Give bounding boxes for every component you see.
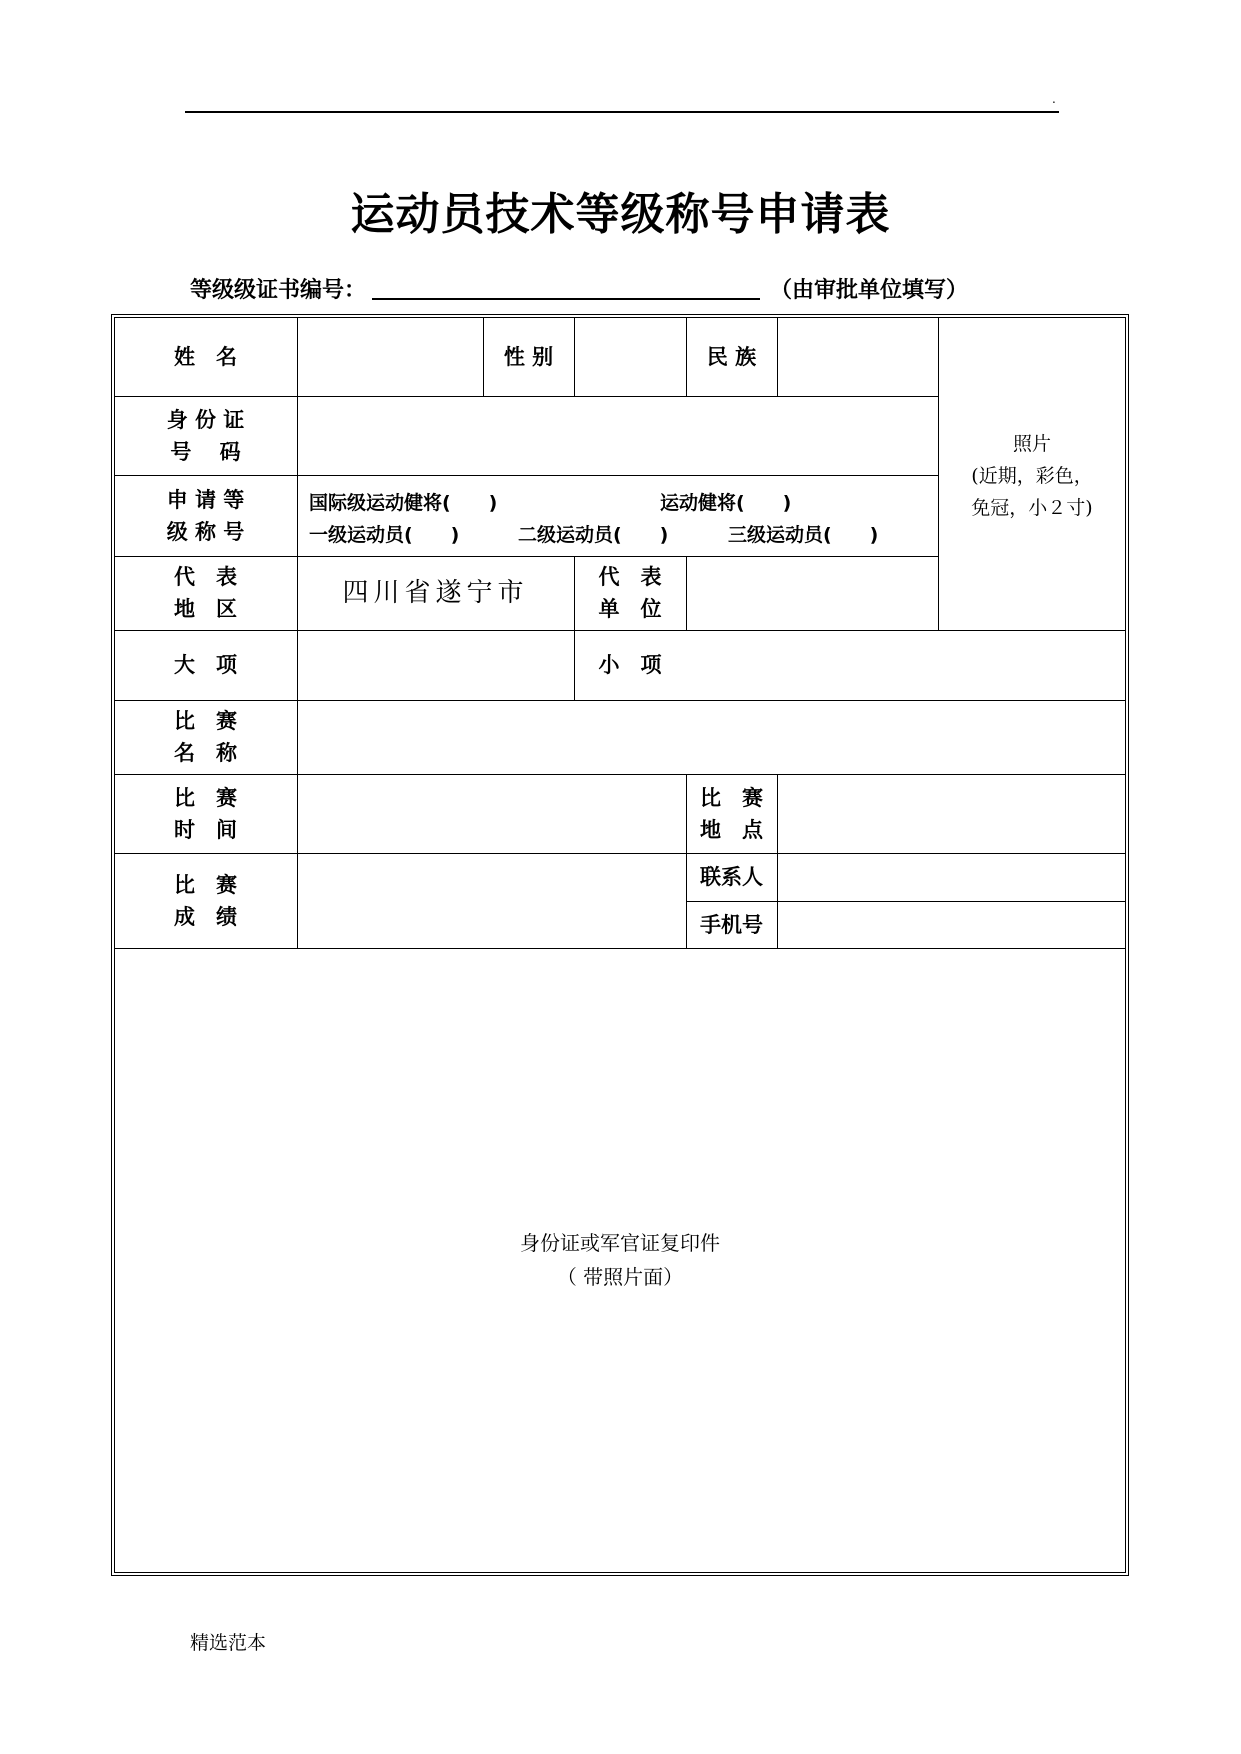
- competition-result-field[interactable]: [297, 853, 686, 948]
- id-copy-placeholder: [114, 1226, 1126, 1294]
- grade-title-label: [114, 475, 297, 556]
- ethnicity-field[interactable]: [777, 317, 938, 396]
- header-dot: .: [1052, 92, 1056, 106]
- photo-line-1: 照片: [1012, 433, 1051, 455]
- grade-option-international-master[interactable]: 国际级运动健将( ): [309, 492, 498, 514]
- unit-label-line-1: 代 表: [598, 565, 662, 589]
- header-rule: [185, 111, 1059, 113]
- row-line: [114, 948, 1126, 949]
- competition-time-label: [114, 774, 297, 853]
- unit-field[interactable]: [686, 556, 938, 630]
- competition-name-label-line-2: 名 称: [174, 741, 237, 765]
- photo-placeholder: [938, 428, 1126, 524]
- id-number-label: [114, 396, 297, 475]
- grade-label-line-2: 级 称 号: [166, 519, 245, 544]
- ethnicity-label: 民 族: [706, 344, 757, 369]
- phone-field[interactable]: [777, 901, 1126, 948]
- grade-option-third[interactable]: 三级运动员( ): [728, 524, 879, 546]
- competition-place-label-line-1: 比 赛: [700, 785, 763, 810]
- major-event-field[interactable]: [297, 630, 574, 700]
- cert-number-label: 等级级证书编号：: [190, 278, 367, 303]
- id-copy-line-2: （ 带照片面）: [556, 1265, 684, 1289]
- competition-place-label: [686, 774, 777, 853]
- competition-time-label-line-1: 比 赛: [174, 785, 237, 810]
- contact-label: 联系人: [700, 865, 763, 889]
- grade-option-master[interactable]: 运动健将( ): [660, 492, 792, 514]
- photo-line-3: 免冠，小２寸): [971, 497, 1093, 519]
- gender-label: 性 别: [503, 344, 554, 369]
- name-field[interactable]: [297, 317, 483, 396]
- cert-number-field[interactable]: [372, 274, 760, 300]
- gender-field[interactable]: [574, 317, 686, 396]
- competition-time-label-line-2: 时 间: [174, 817, 237, 842]
- competition-name-label: [114, 700, 297, 774]
- competition-time-field[interactable]: [297, 774, 686, 853]
- competition-result-label: [114, 853, 297, 948]
- region-label: [114, 556, 297, 630]
- grade-option-second[interactable]: 二级运动员( ): [518, 524, 669, 546]
- id-label-line-2: 号 码: [170, 439, 241, 464]
- cert-number-line: [190, 268, 1090, 304]
- id-copy-line-1: 身份证或军官证复印件: [520, 1231, 720, 1255]
- phone-label: 手机号: [700, 912, 763, 937]
- footer-text: 精选范本: [190, 1632, 267, 1654]
- competition-result-label-line-1: 比 赛: [174, 872, 237, 897]
- grade-option-first[interactable]: 一级运动员( ): [309, 524, 460, 546]
- contact-field[interactable]: [777, 853, 1126, 901]
- unit-label-line-2: 单 位: [598, 597, 662, 621]
- minor-event-field[interactable]: [686, 630, 1126, 700]
- region-field[interactable]: 四川省遂宁市: [342, 578, 529, 608]
- cert-number-note: （由审批单位填写）: [770, 278, 969, 303]
- major-event-label: 大 项: [174, 653, 237, 677]
- photo-line-2: (近期，彩色，: [971, 465, 1093, 487]
- competition-place-label-line-2: 地 点: [700, 817, 763, 842]
- region-label-line-2: 地 区: [174, 597, 237, 621]
- unit-label: [574, 556, 686, 630]
- id-label-line-1: 身 份 证: [166, 407, 245, 432]
- region-label-line-1: 代 表: [174, 565, 237, 589]
- id-number-field[interactable]: [297, 396, 938, 475]
- grade-label-line-1: 申 请 等: [166, 487, 245, 512]
- competition-name-field[interactable]: [297, 700, 1126, 774]
- competition-name-label-line-1: 比 赛: [174, 709, 237, 733]
- name-label: 姓 名: [174, 344, 237, 369]
- competition-place-field[interactable]: [777, 774, 1126, 853]
- competition-result-label-line-2: 成 绩: [174, 904, 237, 929]
- minor-event-label: 小 项: [598, 653, 662, 677]
- page-title: 运动员技术等级称号申请表: [350, 189, 891, 240]
